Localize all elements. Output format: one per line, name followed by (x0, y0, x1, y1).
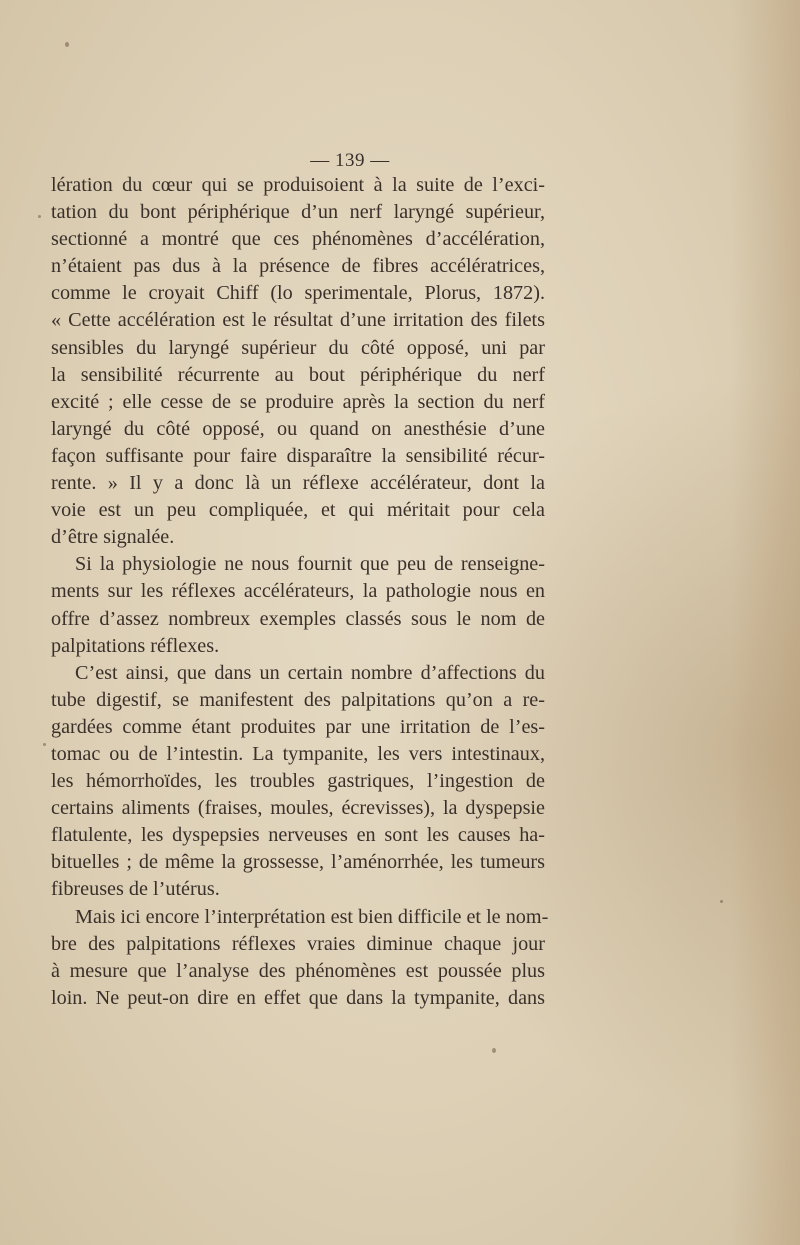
text-line: certains aliments (fraises, moules, écrevisses), la dyspepsie (51, 797, 545, 820)
text-line: gardées comme étant produites par une irritation de l’es- (51, 715, 545, 738)
text-line: comme le croyait Chiff (lo sperimentale, Plorus, 1872). (51, 282, 545, 305)
page-number: — 139 — (310, 150, 390, 171)
text-line: sensibles du laryngé supérieur du côté opposé, uni par (51, 336, 545, 359)
text-line: excité ; elle cesse de se produire après la section du nerf (51, 390, 545, 413)
text-line: Mais ici encore l’interprétation est bien difficile et le nom- (75, 905, 549, 928)
page-edge-shadow (730, 0, 800, 1245)
text-line: offre d’assez nombreux exemples classés sous le nom de (51, 607, 545, 630)
text-line: tomac ou de l’intestin. La tympanite, les vers intestinaux, (51, 742, 545, 765)
paper-speck (43, 743, 46, 746)
text-line: tube digestif, se manifestent des palpitations qu’on a re- (51, 688, 545, 711)
text-line: flatulente, les dyspepsies nerveuses en sont les causes ha- (51, 824, 545, 847)
paper-speck (492, 1048, 496, 1053)
text-line: les hémorrhoïdes, les troubles gastriques, l’ingestion de (51, 770, 545, 793)
text-line: fibreuses de l’utérus. (51, 878, 220, 901)
text-line: lération du cœur qui se produisoient à la suite de l’exci- (51, 174, 545, 196)
body-text (51, 172, 549, 1012)
text-line: voie est un peu compliquée, et qui méritait pour cela (51, 499, 545, 522)
text-line: palpitations réflexes. (51, 634, 220, 657)
text-line: n’étaient pas dus à la présence de fibres accélératrices, (51, 255, 545, 278)
text-line: façon suffisante pour faire disparaître la sensibilité récur- (51, 444, 545, 467)
text-line: bituelles ; de même la grossesse, l’aménorrhée, les tumeurs (51, 851, 545, 874)
text-line: loin. Ne peut-on dire en effet que dans la tympanite, dans (51, 986, 545, 1009)
text-line: tation du bont périphérique d’un nerf laryngé supérieur, (51, 201, 545, 224)
text-line: ments sur les réflexes accélérateurs, la pathologie nous en (51, 580, 545, 603)
text-line: Si la physiologie ne nous fournit que peu de renseigne- (75, 553, 545, 576)
text-line: laryngé du côté opposé, ou quand on anesthésie d’une (51, 417, 545, 440)
text-line: la sensibilité récurrente au bout périphérique du nerf (51, 363, 545, 386)
paper-speck (65, 42, 69, 47)
text-line: à mesure que l’analyse des phénomènes est poussée plus (51, 959, 545, 982)
paper-speck (38, 215, 41, 218)
text-line: rente. » Il y a donc là un réflexe accélérateur, dont la (51, 472, 545, 495)
paper-speck (720, 900, 723, 903)
text-line: « Cette accélération est le résultat d’une irritation des filets (51, 309, 545, 332)
text-line: C’est ainsi, que dans un certain nombre d’affections du (75, 661, 545, 684)
text-line: d’être signalée. (51, 526, 175, 549)
text-line: sectionné a montré que ces phénomènes d’accélération, (51, 228, 545, 251)
text-line: bre des palpitations réflexes vraies diminue chaque jour (51, 932, 545, 955)
